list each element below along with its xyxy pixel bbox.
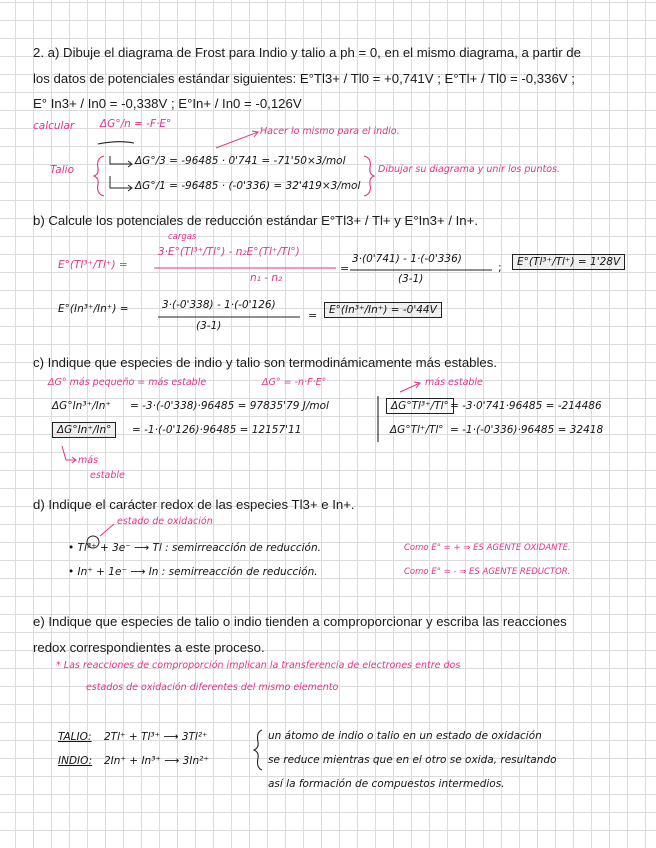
- deltag-tl1-tl0-value: = -1·(-0'336)·96485 = 32418: [450, 424, 604, 436]
- redox-in-reductor: Como E° = - ⇒ ES AGENTE REDUCTOR.: [404, 567, 571, 577]
- note-rule-mas-estable: ΔG° más pequeño = más estable: [48, 377, 207, 388]
- equals-sign-1: =: [340, 262, 350, 275]
- talio-label: TALIO:: [58, 731, 92, 743]
- note-talio-eq1: ΔG°/3 = -96485 · 0'741 = -71'50×3/mol: [135, 155, 346, 167]
- explanation-line1: un átomo de indio o talio en un estado de oxidación: [268, 730, 542, 742]
- deltag-tl1-tl0-label: ΔG°Tl⁺/Tl°: [390, 424, 444, 436]
- deltag-in3-in1-value: = -3·(-0'338)·96485 = 97835'79 J/mol: [130, 400, 329, 412]
- semicolon-1: ;: [498, 261, 502, 274]
- arrow-mas-estable-bottom-head: [72, 457, 76, 463]
- explanation-line2: se reduce mientras que en el otro se oxida, resultando: [268, 754, 557, 766]
- talio-brace-stroke: [94, 156, 104, 196]
- eq-tl-numerator-values: 3·(0'741) - 1·(-0'336): [352, 253, 462, 265]
- question-b: b) Calcule los potenciales de reducción estándar E°Tl3+ / Tl+ y E°In3+ / In+.: [33, 213, 479, 228]
- question-a-line2: los datos de potenciales estándar siguientes: E°Tl3+ / Tl0 = +0,741V ; E°Tl+ / Tl0 = -0,336V ;: [33, 71, 575, 86]
- eq-in-numerator: 3·(-0'338) - 1·(-0'126): [162, 299, 276, 311]
- arrow-hacer-stroke: [216, 132, 258, 148]
- note-mas-estable-top: más estable: [425, 377, 483, 388]
- eq-in-denominator: (3-1): [196, 320, 222, 332]
- indio-label: INDIO:: [58, 755, 93, 767]
- deltag-in1-in0-label: ΔG°In⁺/In°: [52, 422, 116, 438]
- eq-tl-lhs: E°(Tl³⁺/Tl⁺) =: [58, 259, 128, 271]
- deltag-in1-in0-value: = -1·(-0'126)·96485 = 12157'11: [132, 424, 302, 436]
- note-talio-label: Talio: [50, 164, 75, 176]
- deltag-in3-in1-label: ΔG°In³⁺/In⁺: [52, 400, 111, 412]
- note-comproporcion-1: * Las reacciones de comproporción implican la transferencia de electrones entre dos: [56, 660, 461, 671]
- eq-in-lhs: E°(In³⁺/In⁺) =: [58, 303, 129, 315]
- eq-in-result: E°(In³⁺/In⁺) = -0'44V: [324, 302, 442, 318]
- question-a-line3: E° In3+ / In0 = -0,338V ; E°In+ / In0 = -0,126V: [33, 96, 302, 111]
- arrow-estado: [100, 524, 114, 536]
- eq-tl-denominator-values: (3-1): [398, 273, 424, 285]
- dibujar-brace-stroke: [364, 156, 374, 196]
- explanation-brace: [254, 730, 262, 770]
- note-mas-estable-bottom-2: estable: [90, 470, 125, 481]
- eq-tl-denominator: n₁ - n₂: [250, 272, 283, 284]
- question-d: d) Indique el carácter redox de las especies Tl3+ e In+.: [33, 497, 355, 512]
- note-mas-estable-bottom-1: más: [78, 455, 99, 466]
- note-deltag-formula: ΔG°/n = -F·E°: [100, 118, 172, 130]
- note-comproporcion-2: estados de oxidación diferentes del mismo elemento: [86, 682, 339, 693]
- note-calcular: calcular: [33, 120, 75, 132]
- eq-tl-numerator: 3·E°(Tl³⁺/Tl°) - n₂E°(Tl⁺/Tl°): [158, 246, 300, 258]
- underline-formula-stroke: [98, 142, 134, 144]
- question-a-line1: 2. a) Dibuje el diagrama de Frost para Indio y talio a ph = 0, en el mismo diagrama, a partir de: [33, 45, 581, 60]
- talio-comproporcion-eq: 2Tl⁺ + Tl³⁺ ⟶ 3Tl²⁺: [104, 731, 208, 743]
- eq-tl-result: E°(Tl³⁺/Tl⁺) = 1'28V: [512, 254, 625, 270]
- talio-arrow-1-head: [128, 161, 132, 167]
- deltag-tl3-tl0-value: = -3·0'741·96485 = -214486: [450, 400, 602, 412]
- note-talio-eq2: ΔG°/1 = -96485 · (-0'336) = 32'419×3/mol: [135, 180, 361, 192]
- talio-arrow-1: [110, 156, 132, 164]
- arrow-mas-estable-top-head: [414, 382, 420, 388]
- question-e-line2: redox correspondientes a este proceso.: [33, 640, 265, 655]
- arrow-mas-estable-bottom: [62, 446, 76, 460]
- question-c: c) Indique que especies de indio y talio son termodinámicamente más estables.: [33, 355, 498, 370]
- explanation-line3: así la formación de compuestos intermedios.: [268, 778, 505, 790]
- arrow-mas-estable-top: [400, 383, 420, 392]
- note-hacer-indio: Hacer lo mismo para el indio.: [260, 126, 400, 137]
- talio-arrow-2: [110, 176, 132, 188]
- equals-sign-2: =: [308, 309, 318, 322]
- indio-comproporcion-eq: 2In⁺ + In³⁺ ⟶ 3In²⁺: [104, 755, 209, 767]
- note-rule-deltag: ΔG° = -n·F·E°: [262, 377, 327, 388]
- redox-in-line: • In⁺ + 1e⁻ ⟶ In : semirreacción de reducción.: [68, 566, 318, 578]
- note-cargas: cargas: [168, 232, 197, 242]
- redox-tl-oxidante: Como E° = + ⇒ ES AGENTE OXIDANTE.: [404, 543, 571, 553]
- note-dibujar: Dibujar su diagrama y unir los puntos.: [378, 164, 560, 175]
- talio-arrow-2-head: [128, 185, 132, 191]
- question-e-line1: e) Indique que especies de talio o indio tienden a comproporcionar y escriba las reacciones: [33, 614, 567, 629]
- redox-tl-line: • Tl³⁺ + 3e⁻ ⟶ Tl : semirreacción de reducción.: [68, 542, 321, 554]
- arrow-hacer-head: [252, 131, 258, 137]
- deltag-tl3-tl0-label: ΔG°Tl³⁺/Tl°: [386, 398, 454, 414]
- note-estado-oxidacion: estado de oxidación: [117, 516, 213, 527]
